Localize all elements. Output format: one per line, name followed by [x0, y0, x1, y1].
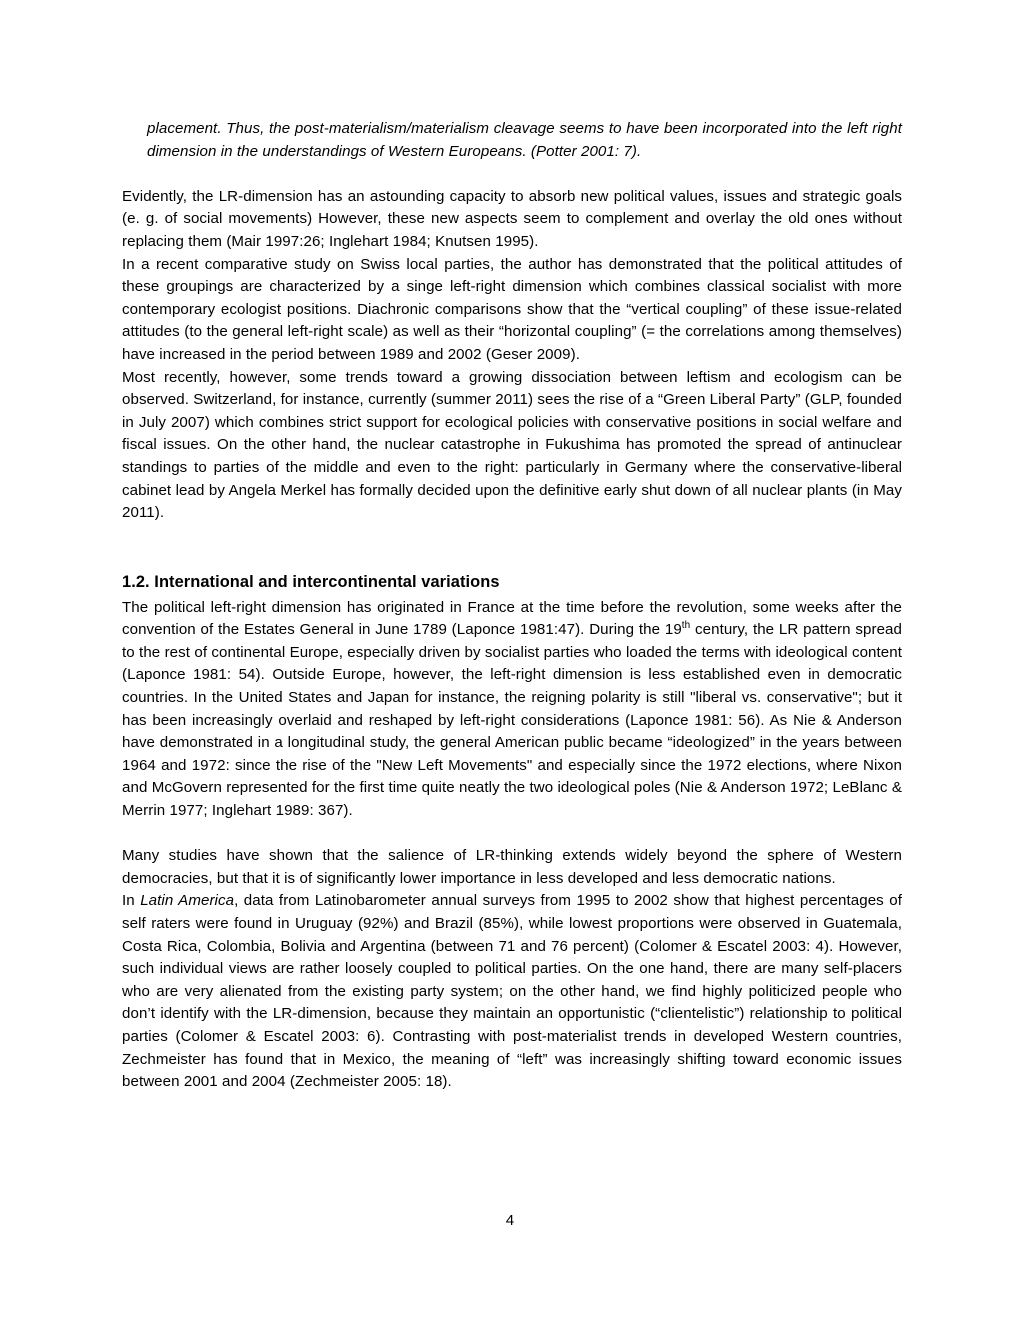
emphasis-latin-america: Latin America: [140, 892, 235, 910]
paragraph-origin-france-part1: The political left-right dimension has originated in France at the time before the revolution, some weeks after the convention of the Estates General in June 1789 (Laponce 1981:47). During the 19: [122, 598, 902, 639]
paragraph-origin-france-part2: century, the LR pattern spread to the rest of continental Europe, especially driven by socialist parties who loaded the terms with ideological content (Laponce 1981: 54). Outside Europe, however, the left-right dimension is less established even in democratic countries. In the United States and Japan for instance, the reigning polarity is still "liberal vs. conservative"; but it has been increasingly overlaid and reshaped by left-right considerations (Laponce 1981: 56). As Nie & Anderson have demonstrated in a longitudinal study, the general American public became “ideologized” in the years between 1964 and 1972: since the rise of the "New Left Movements" and especially since the 1972 elections, where Nixon and McGovern represented for the first time quite neatly the two ideological poles (Nie & Anderson 1972; LeBlanc & Merrin 1977; Inglehart 1989: 367).: [122, 621, 902, 820]
paragraph-swiss-local-parties: In a recent comparative study on Swiss local parties, the author has demonstrated that the political attitudes of these groupings are characterized by a singe left-right dimension which combines classical socialist with more contemporary ecologist positions. Diachronic comparisons show that the “vertical coupling” of these issue-related attitudes (to the general left-right scale) as well as their “horizontal coupling” (= the correlations among themselves) have increased in the period between 1989 and 2002 (Geser 2009).: [122, 255, 902, 363]
ordinal-superscript-th: th: [681, 620, 691, 632]
block-quote-potter: placement. Thus, the post-materialism/materialism cleavage seems to have been incorporated into the left right dimension in the understandings of Western Europeans. (Potter 2001: 7).: [147, 120, 902, 160]
paragraph-latin-america: [122, 890, 902, 1093]
spacer: [122, 823, 902, 846]
section-heading-1-2: 1.2. International and intercontinental variations: [122, 572, 500, 591]
spacer: [122, 525, 902, 570]
paragraph-origin-france: [122, 597, 902, 823]
page-text-body: [122, 118, 902, 1094]
paragraph-evidently-lr-dimension: Evidently, the LR-dimension has an astounding capacity to absorb new political values, issues and strategic goals (e. g. of social movements) However, these new aspects seem to complement and overlay the old ones without replacing them (Mair 1997:26; Inglehart 1984; Knutsen 1995).: [122, 187, 902, 250]
page-number: 4: [505, 1212, 515, 1229]
paragraph-latin-america-prefix: In: [122, 892, 141, 910]
spacer: [122, 163, 902, 186]
paragraph-many-studies: Many studies have shown that the salience of LR-thinking extends widely beyond the sphere of Western democracies, but that it is of significantly lower importance in less developed and less democratic nations.: [122, 847, 902, 887]
paragraph-latin-america-rest: , data from Latinobarometer annual surveys from 1995 to 2002 show that highest percentages of self raters were found in Uruguay (92%) and Brazil (85%), while lowest proportions were observed in Guatemala, Costa Rica, Colombia, Bolivia and Argentina (between 71 and 76 percent) (Colomer & Escatel 2003: 4). However, such individual views are rather loosely coupled to political parties. On the one hand, there are many self-placers who are very alienated from the existing party system; on the other hand, we find highly politicized people who don’t identify with the LR-dimension, because they maintain an opportunistic (“clientelistic”) relationship to political parties (Colomer & Escatel 2003: 6). Contrasting with post-materialist trends in developed Western countries, Zechmeister has found that in Mexico, the meaning of “left” was increasingly shifting toward economic issues between 2001 and 2004 (Zechmeister 2005: 18).: [122, 892, 902, 1091]
paragraph-green-liberal-party: Most recently, however, some trends toward a growing dissociation between leftism and ecologism can be observed. Switzerland, for instance, currently (summer 2011) sees the rise of a “Green Liberal Party” (GLP, founded in July 2007) which combines strict support for ecological policies with conservative positions in social welfare and fiscal issues. On the other hand, the nuclear catastrophe in Fukushima has promoted the spread of antinuclear standings to parties of the middle and even to the right: particularly in Germany where the conservative-liberal cabinet lead by Angela Merkel has formally decided upon the definitive early shut down of all nuclear plants (in May 2011).: [122, 368, 902, 522]
